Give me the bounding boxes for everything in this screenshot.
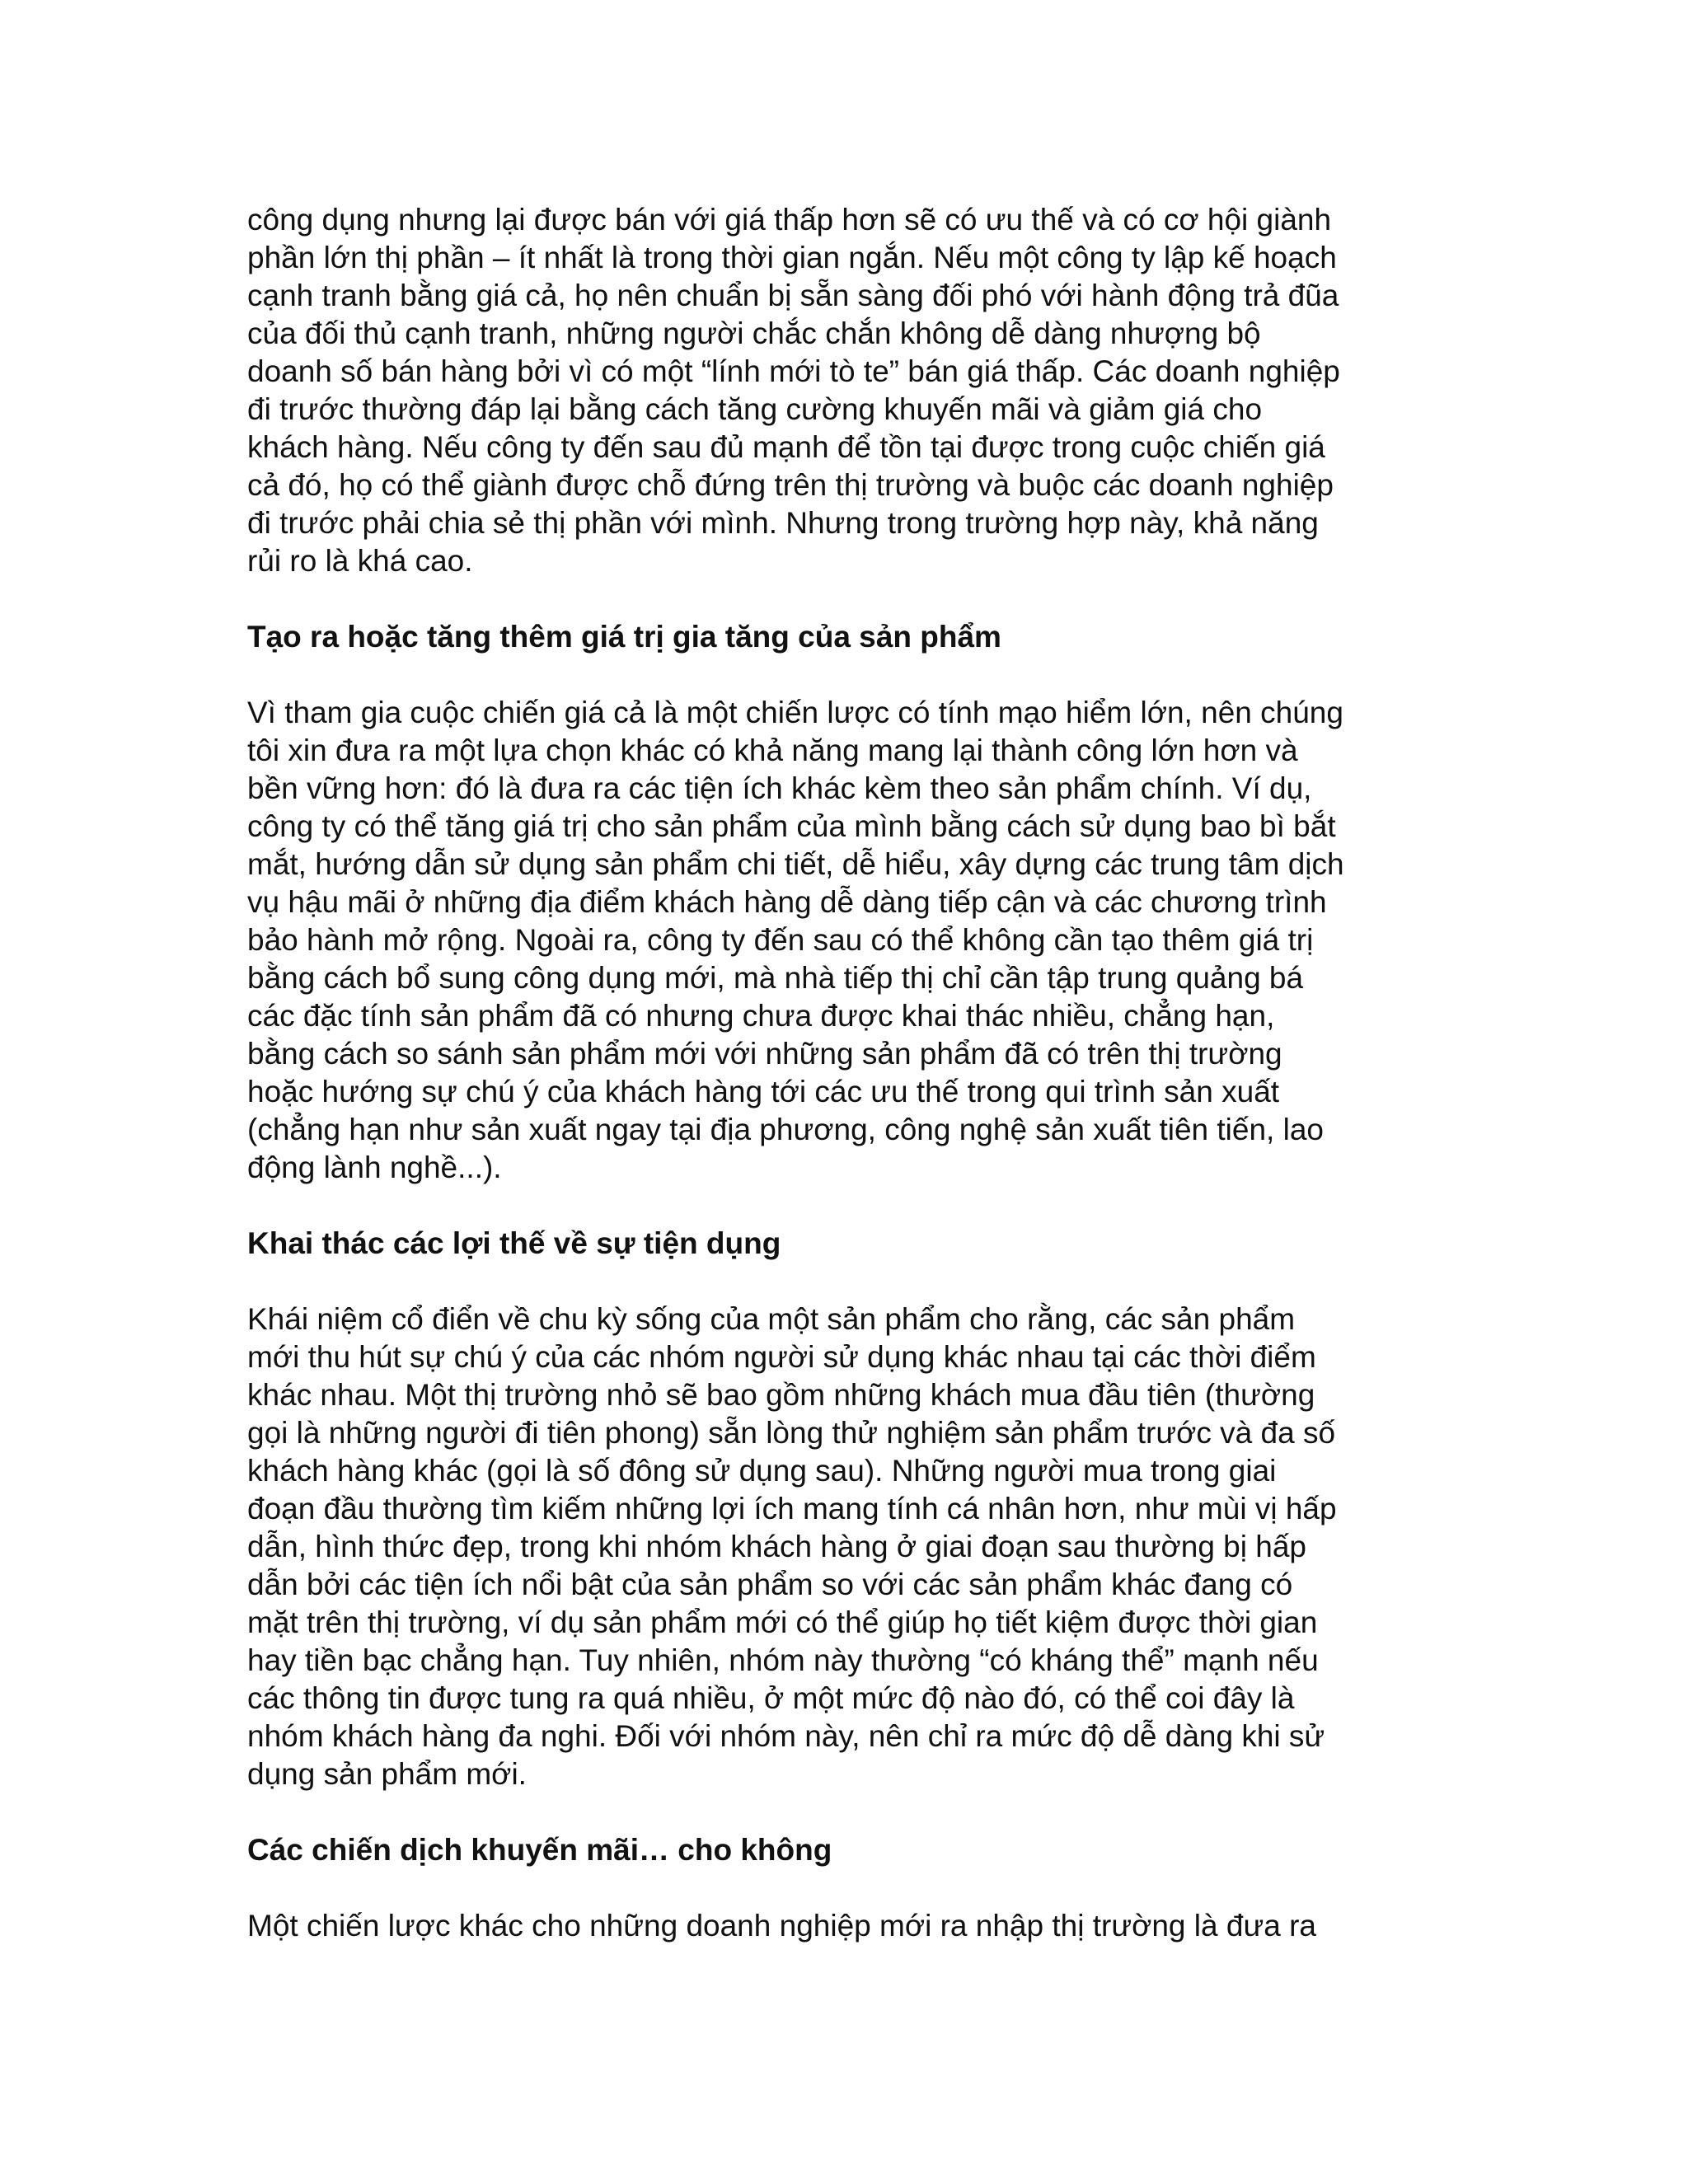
text-line: khách hàng khác (gọi là số đông sử dụng sau). Những người mua trong giai — [247, 1454, 1277, 1488]
paragraph-price-competition — [247, 201, 1434, 580]
text-line: công dụng nhưng lại được bán với giá thấp hơn sẽ có ưu thế và có cơ hội giành — [247, 203, 1332, 237]
text-line: nhóm khách hàng đa nghi. Đối với nhóm này, nên chỉ ra mức độ dễ dàng khi sử — [247, 1719, 1325, 1753]
text-line: mắt, hướng dẫn sử dụng sản phẩm chi tiết, dễ hiểu, xây dựng các trung tâm dịch — [247, 847, 1344, 881]
section-heading-free-promotion: Các chiến dịch khuyến mãi… cho không — [247, 1833, 832, 1867]
document-page — [247, 201, 1434, 1983]
paragraph-free-promotion — [247, 1907, 1434, 1945]
text-line: các thông tin được tung ra quá nhiều, ở một mức độ nào đó, có thể coi đây là — [247, 1681, 1295, 1715]
text-line: các đặc tính sản phẩm đã có nhưng chưa được khai thác nhiều, chẳng hạn, — [247, 999, 1275, 1033]
text-line: bằng cách so sánh sản phẩm mới với những sản phẩm đã có trên thị trường — [247, 1037, 1282, 1071]
text-line: cả đó, họ có thể giành được chỗ đứng trên thị trường và buộc các doanh nghiệp — [247, 468, 1334, 502]
section-heading-convenience: Khai thác các lợi thế về sự tiện dụng — [247, 1226, 781, 1260]
text-line: Vì tham gia cuộc chiến giá cả là một chiến lược có tính mạo hiểm lớn, nên chúng — [247, 696, 1343, 729]
text-line: khách hàng. Nếu công ty đến sau đủ mạnh để tồn tại được trong cuộc chiến giá — [247, 430, 1325, 464]
text-line: dụng sản phẩm mới. — [247, 1757, 527, 1791]
text-line: rủi ro là khá cao. — [247, 544, 473, 578]
text-line: mới thu hút sự chú ý của các nhóm người sử dụng khác nhau tại các thời điểm — [247, 1340, 1316, 1374]
text-line: động lành nghề...). — [247, 1151, 502, 1184]
text-line: tôi xin đưa ra một lựa chọn khác có khả năng mang lại thành công lớn hơn và — [247, 733, 1298, 767]
text-line: cạnh tranh bằng giá cả, họ nên chuẩn bị sẵn sàng đối phó với hành động trả đũa — [247, 279, 1339, 312]
text-line: của đối thủ cạnh tranh, những người chắc chắn không dễ dàng nhượng bộ — [247, 316, 1261, 350]
text-line: đi trước phải chia sẻ thị phần với mình. Nhưng trong trường hợp này, khả năng — [247, 506, 1319, 540]
text-line: công ty có thể tăng giá trị cho sản phẩm của mình bằng cách sử dụng bao bì bắt — [247, 809, 1336, 843]
text-line: phần lớn thị phần – ít nhất là trong thời gian ngắn. Nếu một công ty lập kế hoạch — [247, 241, 1337, 274]
text-line: vụ hậu mãi ở những địa điểm khách hàng dễ dàng tiếp cận và các chương trình — [247, 885, 1327, 919]
text-line: khác nhau. Một thị trường nhỏ sẽ bao gồm những khách mua đầu tiên (thường — [247, 1378, 1315, 1412]
text-line: bền vững hơn: đó là đưa ra các tiện ích khác kèm theo sản phẩm chính. Ví dụ, — [247, 771, 1312, 805]
text-line: dẫn, hình thức đẹp, trong khi nhóm khách hàng ở giai đoạn sau thường bị hấp — [247, 1530, 1306, 1563]
text-line: hay tiền bạc chẳng hạn. Tuy nhiên, nhóm này thường “có kháng thể” mạnh nếu — [247, 1643, 1319, 1677]
text-line: doanh số bán hàng bởi vì có một “lính mới tò te” bán giá thấp. Các doanh nghiệp — [247, 354, 1340, 388]
text-line: dẫn bởi các tiện ích nổi bật của sản phẩm so với các sản phẩm khác đang có — [247, 1568, 1293, 1601]
paragraph-convenience — [247, 1301, 1434, 1793]
text-line: bằng cách bổ sung công dụng mới, mà nhà tiếp thị chỉ cần tập trung quảng bá — [247, 961, 1304, 995]
text-line: mặt trên thị trường, ví dụ sản phẩm mới có thể giúp họ tiết kiệm được thời gian — [247, 1605, 1318, 1639]
text-line: gọi là những người đi tiên phong) sẵn lòng thử nghiệm sản phẩm trước và đa số — [247, 1416, 1336, 1450]
text-line: bảo hành mở rộng. Ngoài ra, công ty đến sau có thể không cần tạo thêm giá trị — [247, 923, 1314, 957]
text-line: Khái niệm cổ điển về chu kỳ sống của một sản phẩm cho rằng, các sản phẩm — [247, 1302, 1296, 1336]
text-line: đi trước thường đáp lại bằng cách tăng cường khuyến mãi và giảm giá cho — [247, 392, 1263, 426]
paragraph-added-value — [247, 694, 1434, 1187]
text-line: đoạn đầu thường tìm kiếm những lợi ích mang tính cá nhân hơn, như mùi vị hấp — [247, 1492, 1337, 1526]
text-line: hoặc hướng sự chú ý của khách hàng tới các ưu thế trong qui trình sản xuất — [247, 1075, 1280, 1108]
text-line: Một chiến lược khác cho những doanh nghiệp mới ra nhập thị trường là đưa ra — [247, 1909, 1316, 1943]
text-line: (chẳng hạn như sản xuất ngay tại địa phương, công nghệ sản xuất tiên tiến, lao — [247, 1113, 1324, 1146]
section-heading-added-value: Tạo ra hoặc tăng thêm giá trị gia tăng của sản phẩm — [247, 620, 1001, 654]
